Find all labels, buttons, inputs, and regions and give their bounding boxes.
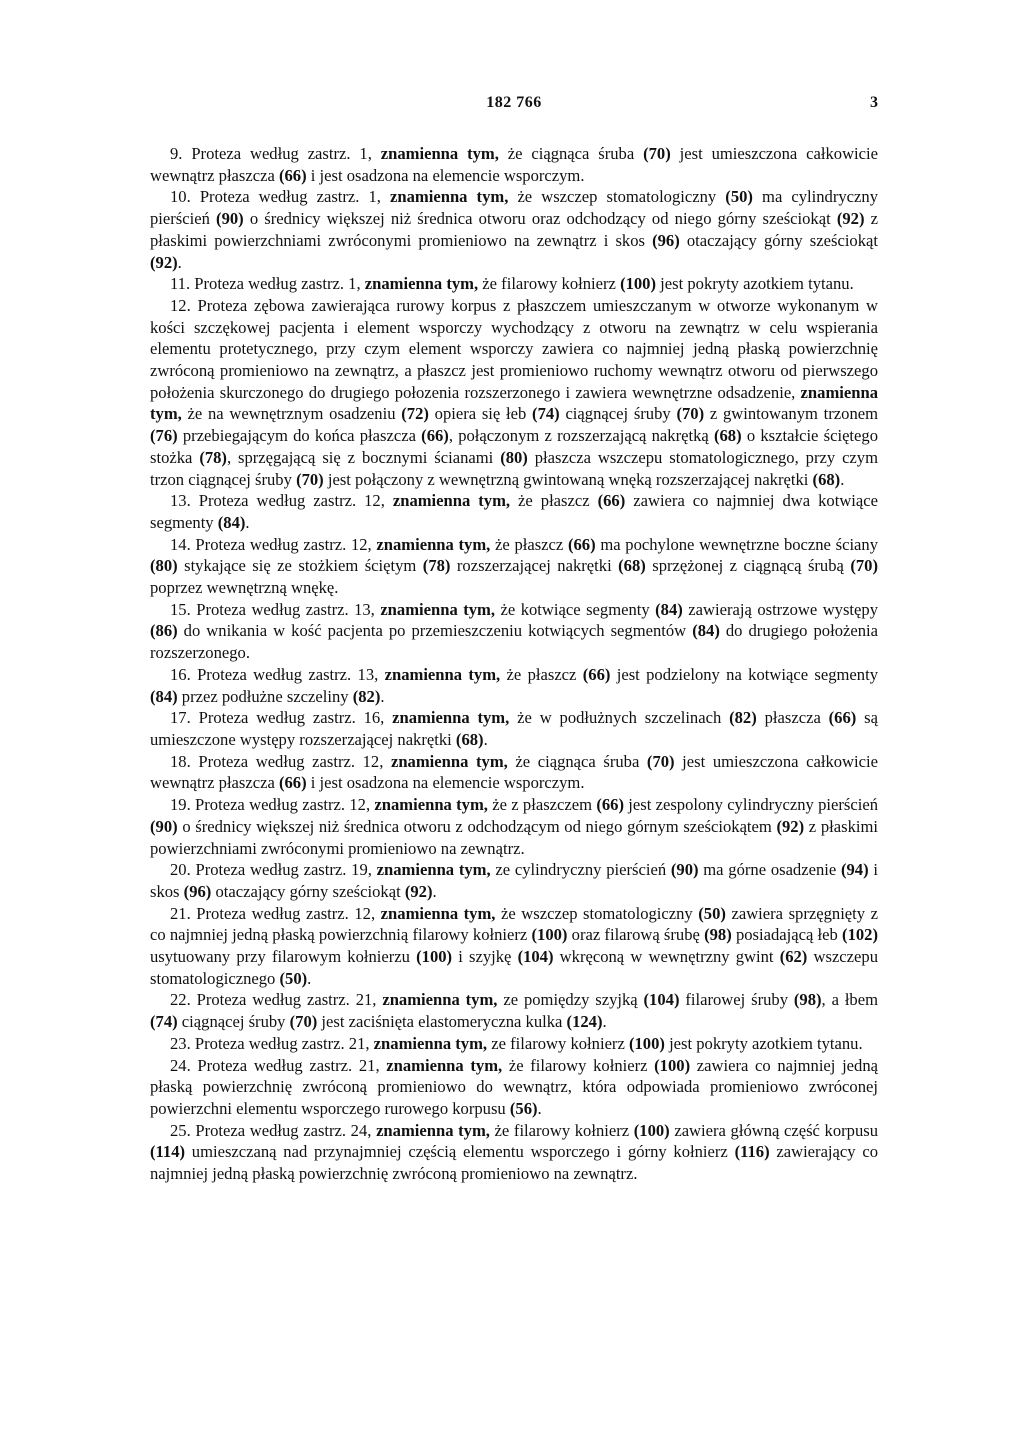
claim-text: . — [432, 881, 437, 901]
claim-text: jest pokryty azotkiem tytanu. — [656, 274, 854, 294]
claim-paragraph — [150, 1033, 878, 1055]
claim-text: sprzężonej z ciągnącą śrubą — [645, 556, 851, 576]
claim-text: poprzez wewnętrzną wnękę. — [150, 578, 339, 598]
claim-bold-text: (100) — [531, 925, 568, 945]
claim-text: 19. Proteza według zastrz. 12, — [170, 795, 375, 815]
claim-text: z płaskimi powierzchniami zwróconymi promieniowo na zewnątrz. — [150, 816, 878, 858]
claim-bold-text: (66) — [828, 708, 857, 728]
claim-text: są umieszczone występy rozszerzającej nakrętki — [150, 708, 878, 749]
claim-bold-text: (82) — [729, 708, 757, 728]
claim-text: 11. Proteza według zastrz. 1, — [170, 274, 365, 294]
claim-bold-text: (90) — [150, 816, 178, 836]
claim-text: że kotwiące segmenty — [495, 599, 656, 619]
claim-text: że filarowy kołnierz — [489, 1120, 634, 1140]
claim-paragraph — [150, 1120, 878, 1185]
claim-text: filarowej śruby — [679, 990, 794, 1010]
claim-text: . — [483, 729, 488, 749]
claim-bold-text: znamienna tym, — [376, 534, 491, 554]
claim-text: opiera się łeb — [428, 404, 533, 424]
claim-bold-text: (70) — [296, 469, 324, 489]
claim-text: . — [840, 469, 845, 489]
claim-text: jest pokryty azotkiem tytanu. — [664, 1033, 863, 1053]
claim-text: ze filarowy kołnierz — [487, 1033, 629, 1053]
claim-bold-text: (96) — [652, 230, 680, 250]
claim-text: , a łbem — [821, 990, 878, 1010]
claim-text: 20. Proteza według zastrz. 19, — [170, 860, 377, 880]
claim-bold-text: znamienna tym, — [382, 990, 498, 1010]
claim-text: , sprzęgającą się z bocznymi ścianami — [226, 447, 501, 467]
claim-text: że filarowy kołnierz — [502, 1055, 655, 1075]
claim-text: ma górne osadzenie — [698, 860, 841, 880]
claim-text: posiadającą łeb — [731, 925, 843, 945]
claim-bold-text: (84) — [655, 599, 683, 619]
claim-bold-text: znamienna tym, — [392, 708, 510, 728]
claim-text: 16. Proteza według zastrz. 13, — [170, 664, 385, 684]
claim-bold-text: (66) — [421, 426, 449, 446]
claim-text: że w podłużnych szczelinach — [509, 708, 730, 728]
claim-text: 25. Proteza według zastrz. 24, — [170, 1120, 377, 1140]
claim-paragraph — [150, 707, 878, 750]
claim-bold-text: (100) — [628, 1033, 665, 1053]
claim-bold-text: (72) — [401, 404, 429, 424]
claim-paragraph — [150, 143, 878, 186]
claim-text: zawierający co najmniej jedną płaską powierzchnię zwróconą promieniowo na zewnątrz. — [150, 1142, 878, 1184]
claim-bold-text: (114) — [150, 1142, 186, 1162]
claim-text: że ciągnąca śruba — [507, 751, 647, 771]
claim-bold-text: (80) — [500, 447, 528, 467]
claim-bold-text: (70) — [643, 144, 671, 163]
claim-text: jest umieszczona całkowicie wewnątrz płaszcza — [150, 751, 878, 793]
claim-bold-text: (78) — [422, 556, 451, 576]
claim-text: o kształcie ściętego stożka — [150, 426, 878, 467]
claim-bold-text: znamienna tym, — [390, 751, 508, 771]
claim-text: i szyjkę — [452, 947, 518, 967]
claim-text: stykające się ze stożkiem ściętym — [177, 556, 423, 576]
claim-bold-text: (100) — [654, 1055, 691, 1075]
claim-bold-text: (98) — [793, 990, 822, 1010]
claim-text: płaszcza wszczepu stomatologicznego, przy czym trzon ciągnącej śruby — [150, 447, 878, 489]
claim-text: otaczający górny sześciokąt — [211, 881, 405, 901]
claim-bold-text: (50) — [698, 903, 726, 923]
claim-text: oraz filarową śrubę — [567, 925, 705, 945]
claim-bold-text: (84) — [150, 686, 178, 706]
claim-bold-text: (86) — [150, 621, 178, 641]
claim-bold-text: (76) — [150, 426, 178, 446]
claim-bold-text: znamienna tym, — [390, 187, 509, 207]
claim-paragraph — [150, 989, 878, 1032]
claim-paragraph — [150, 534, 878, 599]
claim-text: zawiera sprzęgnięty z co najmniej jedną płaską powierzchnią filarowy kołnierz — [150, 903, 878, 945]
claim-bold-text: (104) — [643, 990, 680, 1010]
claim-text: z gwintowanym trzonem — [704, 404, 879, 424]
claim-bold-text: (90) — [670, 860, 699, 880]
claim-text: do drugiego położenia rozszerzonego. — [150, 621, 879, 663]
claim-text: wszczepu stomatologicznego — [150, 947, 878, 988]
claim-text: że płaszcz — [500, 664, 583, 684]
claim-bold-text: (84) — [217, 512, 246, 532]
claim-text: z płaskimi powierzchniami zwróconymi promieniowo na zewnątrz i skos — [150, 209, 879, 250]
claim-text: przebiegającym do końca płaszcza — [177, 426, 422, 446]
claim-paragraph — [150, 903, 878, 990]
claim-text: zawierają ostrzowe występy — [682, 599, 878, 619]
claim-bold-text: (100) — [620, 274, 657, 294]
claim-bold-text: znamienna tym, — [380, 144, 499, 163]
claim-text: 17. Proteza według zastrz. 16, — [170, 708, 393, 728]
claim-bold-text: (66) — [596, 795, 624, 815]
claim-text: że ciągnąca śruba — [498, 144, 644, 163]
claim-bold-text: (66) — [567, 534, 596, 554]
claim-text: otaczający górny sześciokąt — [679, 230, 878, 250]
claim-text: 21. Proteza według zastrz. 12, — [170, 903, 381, 923]
claim-text: . — [537, 1098, 542, 1118]
claim-bold-text: (94) — [840, 860, 869, 880]
claim-text: zawiera główną część korpusu — [669, 1120, 879, 1140]
claim-bold-text: (100) — [416, 947, 453, 967]
page-number: 3 — [870, 94, 878, 111]
claim-bold-text: znamienna tym, — [386, 1055, 503, 1075]
claim-text: zawiera co najmniej jedną płaską powierzchnię zwróconą promieniowo do wewnątrz, która odpowiada promieniowo zwróconej powierzchni elementu wsporczego rurowego korpusu — [150, 1055, 879, 1118]
claim-bold-text: (90) — [216, 209, 244, 229]
claim-text: że płaszcz — [510, 491, 598, 511]
claim-text: przez podłużne szczeliny — [177, 686, 353, 706]
claim-paragraph — [150, 794, 878, 859]
claim-text: . — [602, 1012, 607, 1032]
claim-text: . — [307, 968, 312, 988]
claim-bold-text: (70) — [646, 751, 675, 771]
claim-bold-text: (70) — [676, 404, 705, 424]
claim-bold-text: (68) — [812, 469, 841, 489]
claim-bold-text: (66) — [278, 773, 307, 793]
claim-bold-text: znamienna tym, — [373, 1033, 488, 1053]
claim-text: że na wewnętrznym osadzeniu — [181, 404, 402, 424]
claim-text: 9. Proteza według zastrz. 1, — [170, 144, 381, 163]
claim-bold-text: znamienna tym, — [380, 903, 496, 923]
claim-paragraph — [150, 273, 878, 295]
claim-paragraph — [150, 186, 878, 273]
claim-paragraph — [150, 859, 878, 902]
claim-text: ze pomiędzy szyjką — [497, 990, 644, 1010]
claim-text: . — [380, 686, 385, 706]
claim-paragraph — [150, 490, 878, 533]
claim-bold-text: (102) — [842, 925, 878, 945]
claim-text: . — [177, 252, 182, 272]
claim-bold-text: (92) — [404, 881, 433, 901]
claim-bold-text: (84) — [692, 621, 720, 641]
claim-text: 13. Proteza według zastrz. 12, — [170, 491, 393, 511]
claim-text: ciągnącej śruby — [559, 404, 677, 424]
claim-text: o średnicy większej niż średnica otworu z odchodzącym od niego górnym sześciokątem — [177, 816, 777, 836]
claim-bold-text: (66) — [582, 664, 611, 684]
claim-text: 24. Proteza według zastrz. 21, — [170, 1055, 387, 1075]
claim-bold-text: znamienna tym, — [150, 382, 878, 424]
claim-bold-text: (82) — [352, 686, 381, 706]
claim-bold-text: (66) — [278, 165, 307, 185]
claim-text: umieszczaną nad przynajmniej częścią elementu wsporczego i górny kołnierz — [185, 1142, 735, 1162]
claim-bold-text: (80) — [150, 556, 178, 576]
claim-text: ze cylindryczny pierścień — [490, 860, 671, 880]
claim-bold-text: (56) — [509, 1098, 538, 1118]
claim-text: 15. Proteza według zastrz. 13, — [170, 599, 381, 619]
claim-text: jest połączony z wewnętrzną gwintowaną wnęką rozszerzającej nakrętki — [323, 469, 813, 489]
claim-bold-text: (100) — [633, 1120, 670, 1140]
claim-text: , połączonym z rozszerzającą nakrętką — [448, 426, 714, 446]
claims-list — [150, 143, 878, 1185]
claim-bold-text: (66) — [597, 491, 626, 511]
claim-paragraph — [150, 599, 878, 664]
claim-text: ciągnącej śruby — [177, 1012, 290, 1032]
claim-bold-text: znamienna tym, — [364, 274, 479, 294]
claim-bold-text: znamienna tym, — [376, 860, 491, 880]
claim-text: 18. Proteza według zastrz. 12, — [170, 751, 391, 771]
claim-text: . — [245, 512, 250, 532]
claim-text: że wszczep stomatologiczny — [495, 903, 699, 923]
claim-bold-text: (92) — [150, 252, 178, 272]
claim-text: płaszcza — [756, 708, 829, 728]
document-number: 182 766 — [486, 94, 542, 111]
claim-text: że wszczep stomatologiczny — [508, 187, 726, 207]
claim-bold-text: (92) — [836, 209, 865, 229]
claim-bold-text: (74) — [532, 404, 560, 424]
claim-bold-text: (98) — [704, 925, 732, 945]
claim-paragraph — [150, 295, 878, 490]
claim-bold-text: (92) — [776, 816, 805, 836]
claim-bold-text: (70) — [850, 556, 879, 576]
claim-paragraph — [150, 751, 878, 794]
page-header — [150, 94, 878, 118]
claim-text: o średnicy większej niż średnica otworu oraz odchodzący od niego górny sześciokąt — [243, 209, 837, 229]
claim-text: zawiera co najmniej dwa kotwiące segmenty — [150, 491, 879, 532]
claim-text: ma cylindryczny pierścień — [150, 187, 879, 229]
claim-bold-text: (50) — [279, 968, 308, 988]
claim-bold-text: (68) — [455, 729, 484, 749]
claim-bold-text: (74) — [150, 1012, 178, 1032]
claim-bold-text: znamienna tym, — [392, 491, 511, 511]
claim-bold-text: znamienna tym, — [374, 795, 488, 815]
claim-text: rozszerzającej nakrętki — [450, 556, 619, 576]
claim-bold-text: (124) — [566, 1012, 603, 1032]
claim-text: że filarowy kołnierz — [478, 274, 621, 294]
claim-text: jest zaciśnięta elastomeryczna kulka — [317, 1012, 567, 1032]
claim-text: wkręconą w wewnętrzny gwint — [553, 947, 780, 967]
claim-text: jest zespolony cylindryczny pierścień — [623, 795, 879, 815]
claim-bold-text: (68) — [618, 556, 646, 576]
claim-paragraph — [150, 1055, 878, 1120]
claim-text: do wnikania w kość pacjenta po przemieszczeniu kotwiących segmentów — [177, 621, 693, 641]
claim-text: jest umieszczona całkowicie wewnątrz płaszcza — [150, 144, 879, 185]
claim-text: usytuowany przy filarowym kołnierzu — [150, 947, 417, 967]
claim-text: 12. Proteza zębowa zawierająca rurowy korpus z płaszczem umieszczanym w otworze wykonanym w kości szczękowej pacjenta i element wsporczy wychodzący z otworu na zewnątrz w celu wspierania elementu protetycznego, przy czym element wsporczy zawiera co najmniej jedną płaską powierzchnię zwróconą promieniowo na zewnątrz, a płaszcz jest promieniowo ruchomy wewnątrz otworu od pierwszego położenia skurczonego do drugiego połozenia rozszerzonego i zawiera wewnętrzne odsadzenie, — [150, 295, 878, 402]
claim-text: że płaszcz — [490, 534, 568, 554]
claim-bold-text: (70) — [289, 1012, 318, 1032]
claim-text: 23. Proteza według zastrz. 21, — [170, 1033, 374, 1053]
claim-text: 22. Proteza według zastrz. 21, — [170, 990, 383, 1010]
claim-bold-text: (104) — [517, 947, 554, 967]
claim-text: i skos — [150, 860, 878, 901]
claim-bold-text: znamienna tym, — [384, 664, 501, 684]
claim-bold-text: (62) — [779, 947, 808, 967]
claim-bold-text: (78) — [199, 447, 227, 467]
claim-bold-text: (68) — [713, 426, 742, 446]
claim-bold-text: znamienna tym, — [380, 599, 496, 619]
claim-text: jest podzielony na kotwiące segmenty — [610, 664, 879, 684]
claim-bold-text: znamienna tym, — [376, 1120, 490, 1140]
claim-text: 10. Proteza według zastrz. 1, — [170, 187, 391, 207]
claim-bold-text: (50) — [725, 187, 753, 207]
claim-text: ma pochylone wewnętrzne boczne ściany — [595, 534, 879, 554]
claim-text: i jest osadzona na elemencie wsporczym. — [306, 773, 585, 793]
claim-bold-text: (116) — [734, 1142, 770, 1162]
claim-text: 14. Proteza według zastrz. 12, — [170, 534, 377, 554]
claim-paragraph — [150, 664, 878, 707]
claim-text: i jest osadzona na elemencie wsporczym. — [306, 165, 585, 185]
claim-bold-text: (96) — [183, 881, 212, 901]
claim-text: że z płaszczem — [487, 795, 597, 815]
